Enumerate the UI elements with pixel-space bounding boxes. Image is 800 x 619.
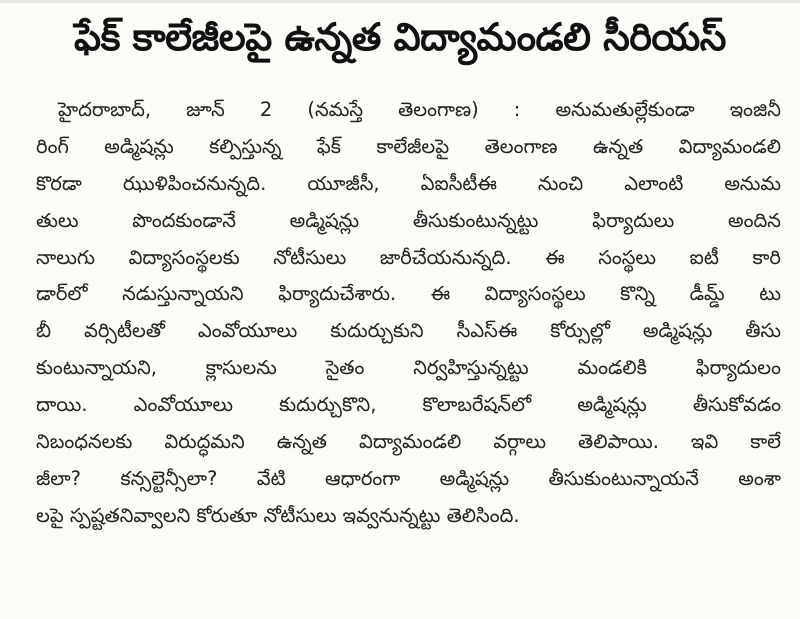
- article-line: లపై స్పష్టతనివ్వాలని కోరుతూ నోటీసులు ఇవ్వనున్నట్టు తెలిసింది.: [36, 503, 520, 527]
- article-line: తులు పొందకుండానే అడ్మిషన్లు తీసుకుంటున్నట్టు ఫిర్యాదులు అందిన: [36, 208, 781, 232]
- article-line: కొరడా ఝుళిపించనున్నది. యూజీసీ, ఏఐసీటీఈ నుంచి ఎలాంటి అనుమ: [36, 171, 781, 195]
- article-line: డార్‌లో నడుస్తున్నాయని ఫిర్యాదుచేశారు. ఈ విద్యాసంస్థలు కొన్ని డీమ్డ్ టు: [36, 282, 781, 306]
- article-body: [36, 92, 781, 535]
- article-line: దాయి. ఎంవోయూలు కుదుర్చుకొని, కొలాబరేషన్‌లో అడ్మిషన్లు తీసుకోవడం: [36, 393, 781, 417]
- article-line: జీలా? కన్సల్టెన్సీలా? వేటి ఆధారంగా అడ్మిషన్లు తీసుకుంటున్నాయనే అంశా: [36, 466, 781, 490]
- article-line: హైదరాబాద్, జూన్ 2 (నమస్తే తెలంగాణ) : అనుమతుల్లేకుండా ఇంజినీ: [58, 98, 781, 121]
- article-line: కుంటున్నాయని, క్లాసులను సైతం నిర్వహిస్తున్నట్టు మండలికి ఫిర్యాదులం: [36, 356, 781, 380]
- article-line: బీ వర్సిటీలతో ఎంవోయూలు కుదుర్చుకుని సీఎస్ఈ కోర్సుల్లో అడ్మిషన్లు తీసు: [36, 319, 781, 343]
- headline: ఫేక్ కాలేజీలపై ఉన్నత విద్యామండలి సీరియస్: [74, 15, 726, 59]
- top-rule: [0, 0, 800, 3]
- article-line: నాలుగు విద్యాసంస్థలకు నోటీసులు జారీచేయనున్నది. ఈ సంస్థలు ఐటీ కారి: [36, 245, 781, 269]
- article-line: రింగ్ అడ్మిషన్లు కల్పిస్తున్న ఫేక్ కాలేజీలపై తెలంగాణ ఉన్నత విద్యామండలి: [36, 134, 781, 158]
- article-line: నిబంధనలకు విరుద్ధమని ఉన్నత విద్యామండలి వర్గాలు తెలిపాయి. ఇవి కాలే: [36, 430, 781, 454]
